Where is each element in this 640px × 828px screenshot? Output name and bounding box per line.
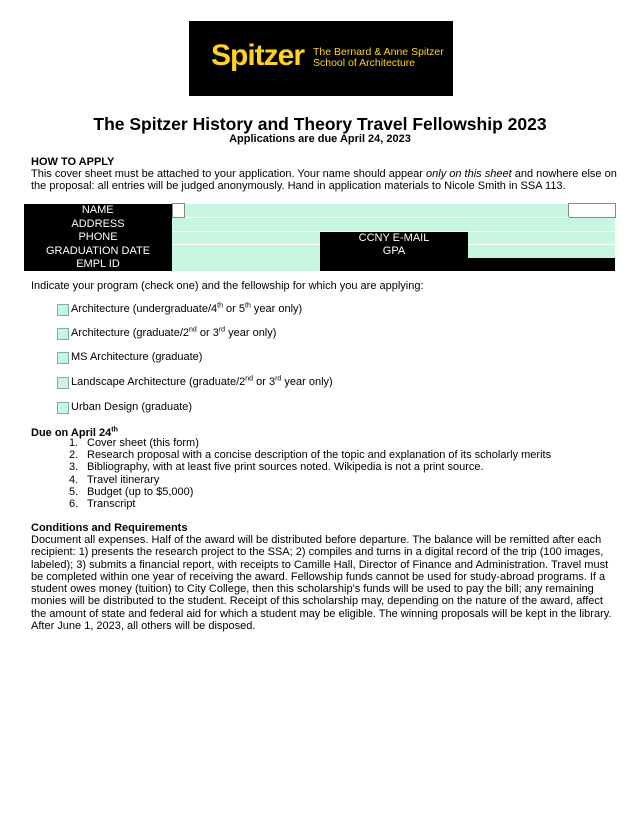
graduation-date-label: GRADUATION DATE — [24, 245, 172, 258]
program-checkbox[interactable] — [57, 328, 69, 340]
list-text: Budget (up to $5,000) — [87, 485, 194, 498]
phone-field[interactable] — [172, 231, 320, 245]
program-option-label — [71, 376, 333, 388]
emplid-field[interactable] — [172, 258, 320, 271]
program-label-text: or 3 — [196, 327, 219, 339]
conditions-text: Document all expenses. Half of the award will be distributed before departure. The balance will be remitted after each recipient: 1) presents the research project to the SSA; 2) compiles and turns in a digital record of the trip (100 images, labeled); 3) submits a financial report, with receipts to Camille Hall, Director of Finance and Administration. Travel must be completed within one year of receiving the award. Fellowship funds cannot be used for study-abroad programs. If a student owes money (tuition) to City College, then this scholarship's funds will be used to pay the bill; any remaining monies will be distributed to the student. Receipt of this scholarship may, depending on the nature of the award, affect the amount of state and federal aid for which a student may be eligible. The winning proposals will be kept in the library. After June 1, 2023, all others will be disposed. — [31, 534, 612, 633]
program-checkbox[interactable] — [57, 402, 69, 414]
list-number: 6. — [69, 498, 79, 511]
email-label: CCNY E-MAIL — [320, 231, 468, 245]
phone-label: PHONE — [24, 231, 172, 245]
school-logo — [189, 21, 453, 96]
address-field[interactable] — [172, 217, 615, 231]
program-option-label — [71, 401, 192, 413]
program-option-label — [71, 327, 276, 339]
how-text-part1: This cover sheet must be attached to your application. Your name should appear — [31, 168, 427, 180]
program-label-text: year only) — [250, 303, 303, 315]
page-title: The Spitzer History and Theory Travel Fellowship 2023 — [93, 114, 547, 134]
program-checkbox[interactable] — [57, 352, 69, 364]
list-text: Research proposal with a concise description of the topic and explanation of its scholarly merits — [87, 449, 552, 462]
logo-subtitle — [313, 47, 444, 69]
program-prompt: Indicate your program (check one) and the fellowship for which you are applying: — [31, 280, 424, 292]
program-label-sup: rd — [275, 375, 282, 383]
list-text: Bibliography, with at least five print sources noted. Wikipedia is not a print source. — [87, 461, 484, 474]
program-label-text: Architecture (graduate/2 — [71, 327, 190, 339]
gpa-field[interactable] — [468, 245, 615, 258]
list-item — [69, 461, 551, 473]
program-label-text: Landscape Architecture (graduate/2 — [71, 376, 246, 388]
program-label-text: Architecture (undergraduate/4 — [71, 303, 218, 315]
list-item — [69, 449, 551, 461]
program-option-label — [71, 303, 302, 315]
emplid-label: EMPL ID — [24, 258, 172, 271]
applicant-info-table — [24, 203, 616, 271]
name-label: NAME — [24, 204, 172, 218]
list-item — [69, 437, 551, 449]
program-label-sup: nd — [189, 326, 197, 334]
program-label-text: year only) — [225, 327, 277, 339]
blank-black-cell — [320, 258, 615, 271]
how-to-apply-text — [31, 168, 621, 193]
gpa-label: GPA — [320, 245, 468, 258]
how-text-italic: only on this sheet — [426, 168, 512, 180]
program-label-sup: th — [245, 302, 251, 310]
how-text-part2: and nowhere else on the proposal: all entries will be judged anonymously. Hand in application materials to Nicole Smith in SSA 113. — [31, 168, 617, 193]
due-heading-sup: th — [111, 426, 118, 434]
program-label-text: Urban Design (graduate) — [71, 401, 193, 413]
due-heading-text: Due on April 24 — [31, 427, 112, 439]
program-label-text: year only) — [281, 376, 333, 388]
program-label-sup: th — [217, 302, 223, 310]
program-label-text: MS Architecture (graduate) — [71, 351, 203, 363]
graduation-date-field[interactable] — [172, 245, 320, 258]
list-text: Travel itinerary — [87, 473, 160, 486]
logo-subtitle-line2: School of Architecture — [313, 57, 416, 69]
list-number: 4. — [69, 473, 79, 486]
logo-wordmark: Spitzer — [211, 39, 305, 72]
program-label-sup: nd — [245, 375, 254, 383]
list-item — [69, 498, 551, 510]
logo-subtitle-line1: The Bernard & Anne Spitzer — [313, 46, 444, 58]
list-text: Transcript — [87, 498, 136, 511]
list-number: 2. — [69, 449, 79, 462]
address-label: ADDRESS — [24, 217, 172, 231]
name-field-start[interactable] — [172, 204, 184, 218]
page-subtitle: Applications are due April 24, 2023 — [229, 133, 411, 145]
requirements-list — [69, 437, 551, 510]
list-number: 3. — [69, 461, 79, 474]
list-text: Cover sheet (this form) — [87, 437, 199, 449]
conditions-heading: Conditions and Requirements — [31, 522, 188, 534]
program-label-sup: rd — [218, 326, 226, 334]
list-number: 1. — [69, 437, 79, 449]
list-item — [69, 486, 551, 498]
name-field[interactable] — [184, 204, 568, 218]
email-field[interactable] — [468, 231, 615, 245]
program-option-label — [71, 351, 202, 363]
program-checkbox[interactable] — [57, 304, 69, 316]
how-to-apply-heading: HOW TO APPLY — [31, 156, 115, 168]
list-item — [69, 474, 551, 486]
list-number: 5. — [69, 485, 79, 498]
program-checkbox[interactable] — [57, 377, 69, 389]
program-label-text: or 5 — [223, 303, 246, 315]
name-field-end[interactable] — [568, 204, 615, 218]
program-label-text: or 3 — [253, 376, 276, 388]
